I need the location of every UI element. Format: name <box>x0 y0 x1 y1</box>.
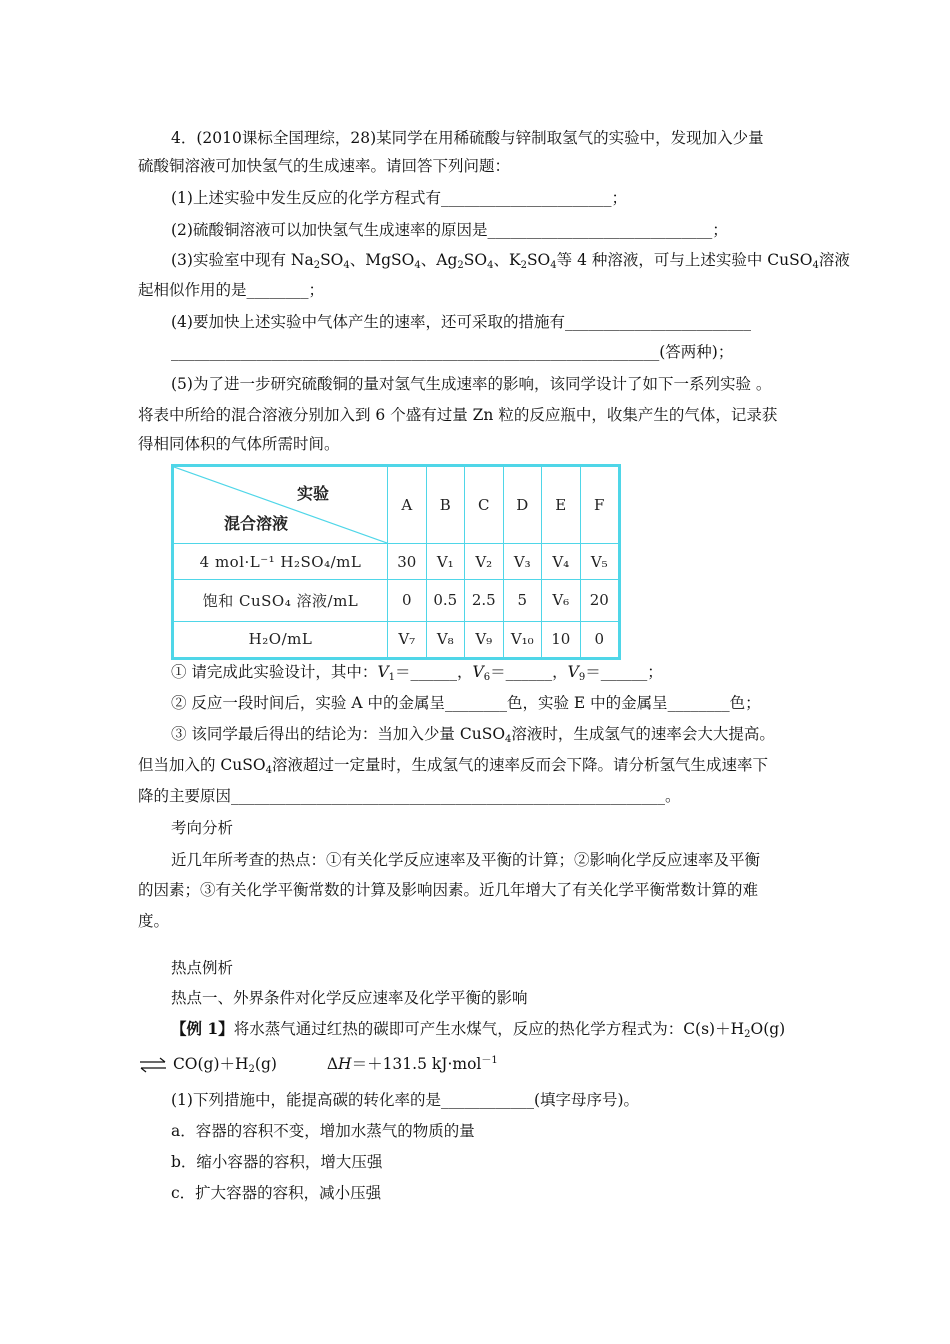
row-label: 饱和 CuSO₄ 溶液/mL <box>174 580 388 622</box>
table-cell: 5 <box>503 580 542 622</box>
row-label: H₂O/mL <box>174 621 388 657</box>
question-4-intro-cont: 硫酸铜溶液可加快氢气的生成速率。请回答下列问题： <box>138 157 511 175</box>
question-4-part-5-cont-2: 得相同体积的气体所需时间。 <box>138 435 340 453</box>
sub-question-3-cont-2: 降的主要原因________________________________________________________。 <box>138 787 681 805</box>
question-4-part-5: (5)为了进一步研究硫酸铜的量对氢气生成速率的影响，该同学设计了如下一系列实验 。 <box>171 375 772 393</box>
question-4-part-4-cont: _______________________________________________________________(答两种)； <box>171 343 734 361</box>
analysis-paragraph-cont-2: 度。 <box>138 912 170 930</box>
column-header: E <box>542 467 581 544</box>
column-header: B <box>426 467 465 544</box>
table-cell: V₃ <box>503 544 542 580</box>
table-cell: V₆ <box>542 580 581 622</box>
analysis-paragraph: 近几年所考查的热点：①有关化学反应速率及平衡的计算；②影响化学反应速率及平衡 <box>171 851 761 869</box>
corner-label-experiment: 实验 <box>296 484 329 503</box>
table-cell: V₄ <box>542 544 581 580</box>
sub-question-1: ① 请完成此实验设计，其中：$V_1=\_\_\_\_\_\_$，$V_6=\_\_\_\_\_\_$，$V_9=\_\_\_\_\_\_$； <box>171 663 663 683</box>
sub-question-3: ③ 该同学最后得出的结论为：当加入少量 CuSO$_4$溶液时，生成氢气的速率会大大提高。 <box>171 725 775 745</box>
question-4-part-3-cont: 起相似作用的是________； <box>138 281 325 299</box>
question-4-intro: 4．(2010课标全国理综，28)某同学在用稀硫酸与锌制取氢气的实验中，发现加入少量 <box>171 129 764 147</box>
row-label: 4 mol·L⁻¹ H₂SO₄/mL <box>174 544 388 580</box>
table-cell: 30 <box>388 544 427 580</box>
table-cell: V₂ <box>465 544 504 580</box>
option-b: b．缩小容器的容积，增大压强 <box>171 1153 383 1171</box>
column-header: F <box>580 467 619 544</box>
table-cell: V₅ <box>580 544 619 580</box>
table-cell: 20 <box>580 580 619 622</box>
table-cell: V₈ <box>426 621 465 657</box>
hot-topic-title: 热点一、外界条件对化学反应速率及化学平衡的影响 <box>171 989 528 1007</box>
option-c: c．扩大容器的容积，减小压强 <box>171 1184 382 1202</box>
table-cell: 0 <box>388 580 427 622</box>
table-cell: 10 <box>542 621 581 657</box>
equation-line: $CO(g)+H_2(g)$ ΔH＝＋131.5 kJ·mol$^{-1}$ <box>138 1054 498 1074</box>
table-cell: V₁ <box>426 544 465 580</box>
table-cell: V₉ <box>465 621 504 657</box>
sub-question-2: ② 反应一段时间后，实验 A 中的金属呈________色，实验 E 中的金属呈________色； <box>171 694 761 712</box>
column-header: D <box>503 467 542 544</box>
table-cell: 2.5 <box>465 580 504 622</box>
corner-label-solution: 混合溶液 <box>224 514 289 533</box>
table-cell: V₁₀ <box>503 621 542 657</box>
table-corner-header <box>174 467 388 544</box>
question-4-part-5-cont-1: 将表中所给的混合溶液分别加入到 6 个盛有过量 Zn 粒的反应瓶中，收集产生的气体，记录获 <box>138 406 778 424</box>
column-header: A <box>388 467 427 544</box>
table-row <box>174 580 619 622</box>
reversible-arrow-icon <box>138 1057 168 1073</box>
example-1: 【例 1】将水蒸气通过红热的碳即可产生水煤气，反应的热化学方程式为：$C(s)+H_2O(g)$ <box>171 1019 786 1040</box>
sub-question-3-cont: 但当加入的 CuSO$_4$溶液超过一定量时，生成氢气的速率反而会下降。请分析氢气生成速率下 <box>138 756 768 776</box>
table-row <box>174 544 619 580</box>
table-cell: V₇ <box>388 621 427 657</box>
section-heading-analysis: 考向分析 <box>171 819 234 837</box>
experiment-table <box>171 464 621 660</box>
analysis-paragraph-cont: 的因素；③有关化学平衡常数的计算及影响因素。近几年增大了有关化学平衡常数计算的难 <box>138 881 759 899</box>
question-4-part-2: (2)硫酸铜溶液可以加快氢气生成速率的原因是_____________________________； <box>171 221 728 239</box>
question-4-part-4: (4)要加快上述实验中气体产生的速率，还可采取的措施有________________________ <box>171 313 751 331</box>
table-cell: 0 <box>580 621 619 657</box>
option-a: a．容器的容积不变，增加水蒸气的物质的量 <box>171 1122 475 1140</box>
table-row <box>174 621 619 657</box>
section-heading-hot: 热点例析 <box>171 959 234 977</box>
question-4-part-1: (1)上述实验中发生反应的化学方程式有______________________； <box>171 189 627 207</box>
question-4-part-3: (3)实验室中现有 $Na_2SO_4$、MgSO$_4$、$Ag_2SO_4$、$K_2SO_4$等 4 种溶液，可与上述实验中 CuSO$_4$溶液 <box>171 251 850 271</box>
example-1-question-1: (1)下列措施中，能提高碳的转化率的是____________(填字母序号)。 <box>171 1091 640 1109</box>
table-cell: 0.5 <box>426 580 465 622</box>
column-header: C <box>465 467 504 544</box>
